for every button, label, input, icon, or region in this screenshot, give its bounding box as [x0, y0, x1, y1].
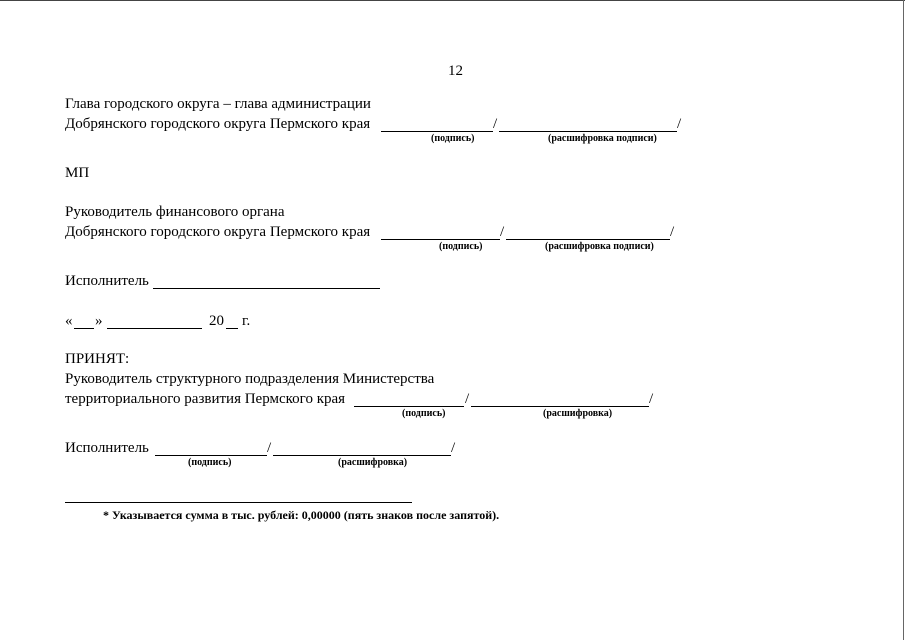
accepted-title: ПРИНЯТ:	[65, 351, 130, 367]
head-decoding-line	[499, 131, 677, 132]
accepted-signature-caption: (подпись)	[402, 408, 446, 419]
footnote-separator	[65, 502, 412, 503]
accepted-slash-1: /	[465, 391, 470, 407]
finance-decoding-caption: (расшифровка подписи)	[545, 241, 654, 252]
executor2-label: Исполнитель	[65, 440, 149, 456]
finance-signature-line	[381, 239, 500, 240]
accepted-decoding-line	[471, 406, 649, 407]
executor2-signature-line	[155, 455, 267, 456]
executor-label: Исполнитель	[65, 273, 149, 289]
finance-slash-1: /	[500, 224, 505, 240]
date-day-line	[74, 328, 94, 329]
page-number: 12	[448, 63, 463, 79]
finance-title-line2: Добрянского городского округа Пермского края	[65, 224, 371, 240]
footnote-text: * Указывается сумма в тыс. рублей: 0,00000 (пять знаков после запятой).	[103, 508, 500, 522]
scan-edge-top	[0, 0, 905, 1]
accepted-slash-2: /	[649, 391, 654, 407]
head-slash-1: /	[493, 116, 498, 132]
head-signature-caption: (подпись)	[431, 133, 475, 144]
seal-place-label: МП	[65, 165, 90, 181]
accepted-line1: Руководитель структурного подразделения Министерства	[65, 371, 435, 387]
executor2-slash-2: /	[451, 440, 456, 456]
finance-decoding-line	[506, 239, 670, 240]
date-close-quote: »	[95, 313, 103, 329]
head-title-line1: Глава городского округа – глава администрации	[65, 96, 371, 112]
head-decoding-caption: (расшифровка подписи)	[548, 133, 657, 144]
date-year-suffix: г.	[242, 313, 251, 329]
date-month-line	[107, 328, 202, 329]
head-title-line2: Добрянского городского округа Пермского края	[65, 116, 371, 132]
date-open-quote: «	[65, 313, 73, 329]
head-signature-line	[381, 131, 493, 132]
accepted-line2: территориального развития Пермского края	[65, 391, 346, 407]
scan-edge-right	[903, 0, 904, 640]
executor2-slash-1: /	[267, 440, 272, 456]
finance-slash-2: /	[670, 224, 675, 240]
date-year-prefix: 20	[209, 313, 224, 329]
executor-line	[153, 288, 380, 289]
date-year-line	[226, 328, 238, 329]
executor2-signature-caption: (подпись)	[188, 457, 232, 468]
head-slash-2: /	[677, 116, 682, 132]
executor2-decoding-line	[273, 455, 451, 456]
accepted-decoding-caption: (расшифровка)	[543, 408, 613, 419]
executor2-decoding-caption: (расшифровка)	[338, 457, 408, 468]
finance-title-line1: Руководитель финансового органа	[65, 204, 285, 220]
finance-signature-caption: (подпись)	[439, 241, 483, 252]
accepted-signature-line	[354, 406, 464, 407]
